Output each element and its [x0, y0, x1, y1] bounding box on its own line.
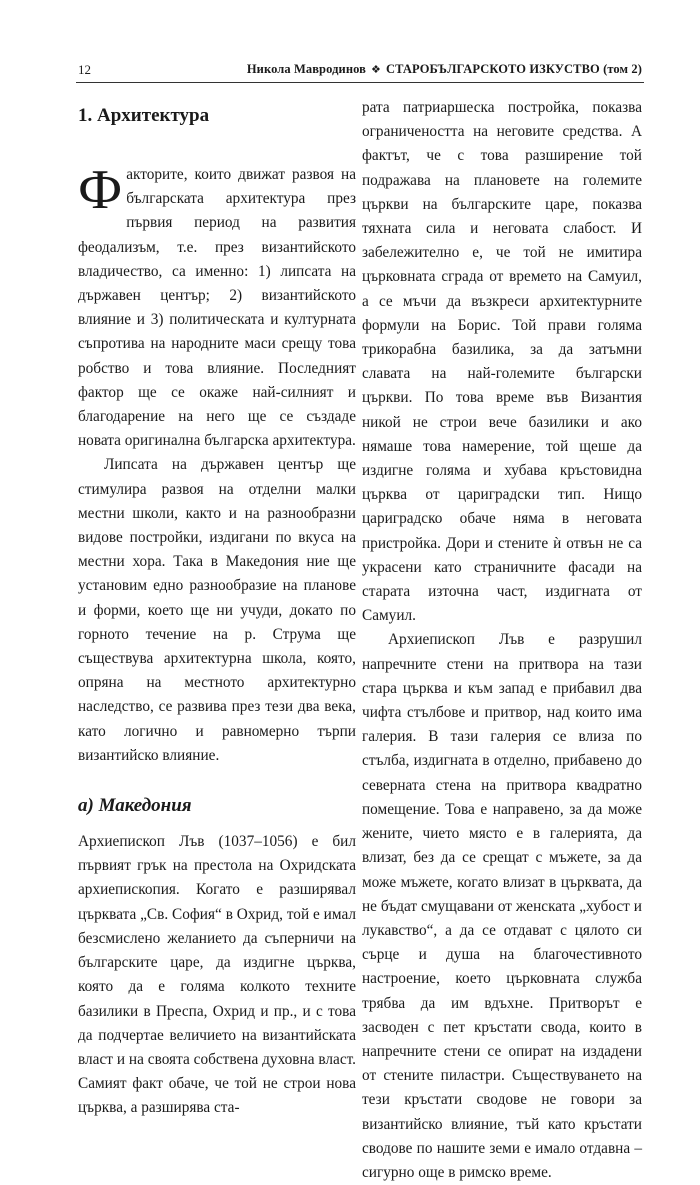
drop-cap: Ф — [78, 159, 123, 221]
running-head — [247, 62, 642, 77]
page-number: 12 — [78, 62, 91, 77]
book-title: СТАРОБЪЛГАРСКОТО ИЗКУСТВО (том 2) — [385, 62, 642, 76]
right-column — [362, 96, 642, 1185]
paragraph-text: акторите, които движат развоя на българската архитектура през първия период на развития феодализъм, т.е. през византийското владичество, са именно: 1) липсата на държавен център; 2) византийското влияние и 3) политическата и културната съпротива на народните маси срещу това робство и това влияние. Последният фактор ще се окаже най-силният и благодарение на него ще се създаде новата оригинална българска архитектура. — [78, 166, 356, 450]
subsection-heading: а) Македония — [78, 795, 192, 817]
paragraph: рата патриаршеска постройка, показва ограничеността на неговите средства. А фактът, че с това разширение той подражава на плановете на големите църкви на българските царе, показва тяхната сила и неговата слабост. И забележително е, че той не имитира църковната сграда от времето на Самуил, а се мъчи да възкреси архитектурните формули на Борис. Той прави голяма трикорабна базилика, за да затъмни славата на най-големите български църкви. По това време във Византия никой не строи вече базилики и ако нямаше това намерение, той щеше да издигне голяма и хубава кръстовидна църква от цариградски тип. Нищо цариградско обаче няма в неговата пристройка. Дори и стените ѝ отвън не са украсени като страничните фасади на старата източна част, издигната от Самуил. — [362, 99, 642, 625]
ornament-icon: ❖ — [371, 64, 381, 76]
left-column — [78, 96, 356, 1121]
author-name: Никола Мавродинов — [246, 62, 367, 76]
paragraph: Архиепископ Лъв (1037–1056) е бил първият грък на престола на Охридската архиепископия. Когато е разширявал църквата „Св. София“ в Охрид, той е имал безсмислено желанието да съперничи на българските царе, да издигне църква, която да е голяма колкото техните базилики в Преспа, Охрид и пр., и с това да подчертае величието на византийската власт и на своята собствена духовна власт. Самият факт обаче, че той не строи нова църква, а разширява ста- — [78, 833, 356, 1117]
paragraph — [78, 159, 356, 453]
paragraph: Липсата на държавен център ще стимулира развоя на отделни малки местни школи, както и на разнообразни видове постройки, издигани по вкуса на местни хора. Така в Македония ние ще установим едно разнообразие на планове и форми, което ще ни учуди, докато по горното течение на р. Струма ще съществува архитектурна школа, която, опряна на местното архитектурно наследство, се развива през тези два века, като логично и равномерно търпи византийско влияние. — [78, 456, 356, 764]
section-heading: 1. Архитектура — [78, 105, 210, 126]
header-rule — [76, 82, 644, 83]
paragraph: Архиепископ Лъв е разрушил напречните стени на притвора на тази стара църква и към запад е прибавил два чифта стълбове и притвор, над които има галерия. В тази галерия се влиза по стълба, издигната в отделно, прибавено до северната стена на притвора квадратно помещение. Това е направено, за да може жените, чието място е в галерията, да влизат, без да се срещат с мъжете, за да може мъжете, когато влизат в църквата, да не бъдат смущавани от женската „хубост и лукавство“, а да се отдават с цялото си сърце и душа на благочестивното настроение, което църковната служба трябва да им вдъхне. Притворът е засводен с пет кръстати свода, които в напречните стени се опират на издадени от стените пиластри. Съществуването на тези кръстати сводове не говори за византийско влияние, тъй като кръстати сводове по нашите земи е имало отдавна – сигурно още в римско време. — [362, 631, 642, 1181]
